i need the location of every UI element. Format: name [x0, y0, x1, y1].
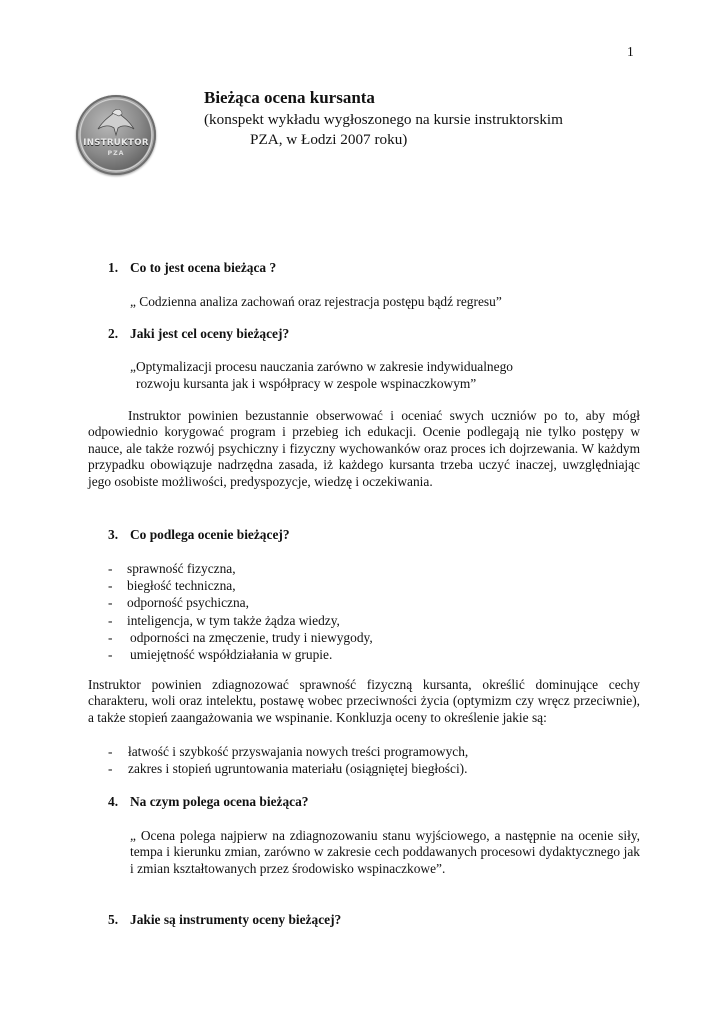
section-2-quote-line-1: „Optymalizacji procesu nauczania zarówno w zakresie indywidualnego: [130, 359, 513, 374]
section-2-heading: [108, 326, 289, 342]
section-title: Jaki jest cel oceny bieżącej?: [130, 326, 290, 341]
list-item: - sprawność fizyczna,: [108, 561, 236, 576]
list-item-text: odporności na zmęczenie, trudy i niewygody,: [130, 629, 373, 645]
section-number: 4.: [108, 794, 119, 809]
section-1-quote: „ Codzienna analiza zachowań oraz rejestracja postępu bądź regresu”: [130, 294, 502, 309]
page-title: Bieżąca ocena kursanta: [204, 88, 375, 107]
list-item: - łatwość i szybkość przyswajania nowych treści programowych,: [108, 744, 469, 759]
section-2-paragraph: [88, 408, 640, 490]
list-item-text: odporność psychiczna,: [127, 595, 249, 611]
section-5-heading: [108, 912, 341, 928]
conclusion-list: [108, 743, 468, 777]
list-item-text: sprawność fizyczna,: [127, 561, 236, 576]
instruktor-pza-badge: [76, 95, 156, 175]
list-item-text: zakres i stopień ugruntowania materiału (osiągniętej biegłości).: [128, 761, 468, 777]
list-item-text: umiejętność współdziałania w grupie.: [130, 647, 333, 663]
section-3-heading: [108, 527, 290, 543]
section-2-quote-line-2: rozwoju kursanta jak i współpracy w zespole wspinaczkowym”: [136, 376, 477, 391]
section-title: Co podlega ocenie bieżącej?: [130, 527, 290, 542]
list-item-text: inteligencja, w tym także żądza wiedzy,: [127, 612, 340, 628]
list-item: - odporności na zmęczenie, trudy i niewygody,: [108, 629, 373, 645]
section-number: 3.: [108, 527, 119, 542]
list-item: - odporność psychiczna,: [108, 595, 249, 611]
section-title: Co to jest ocena bieżąca ?: [130, 260, 277, 275]
badge-word: INSTRUKTOR: [83, 138, 149, 148]
subtitle-line-1: (konspekt wykładu wygłoszonego na kursie instruktorskim: [204, 111, 563, 128]
list-item: - umiejętność współdziałania w grupie.: [108, 647, 333, 663]
section-number: 5.: [108, 912, 119, 927]
section-number: 2.: [108, 326, 119, 341]
section-title: Na czym polega ocena bieżąca?: [130, 794, 309, 809]
section-4-quote: „ Ocena polega najpierw na zdiagnozowaniu stanu wyjściowego, a następnie na ocenie siły, tempa i kierunku zmian, zarówno w zakresie cech poddawanych procesowi dydaktycznego jak i zmian kształtowanych przez środowisko wspinaczkowe”.: [130, 828, 640, 876]
list-item: - biegłość techniczna,: [108, 578, 236, 594]
eagle-emblem-icon: [76, 95, 156, 175]
assessment-criteria-list: [108, 560, 373, 663]
page-subtitle: [204, 110, 563, 150]
section-1-heading: [108, 260, 276, 276]
list-item-text: biegłość techniczna,: [127, 578, 236, 594]
list-item-text: łatwość i szybkość przyswajania nowych treści programowych,: [128, 744, 469, 759]
section-3-paragraph: Instruktor powinien zdiagnozować sprawność fizyczną kursanta, określić dominujące cechy charakteru, woli oraz intelektu, postawę wobec przeciwności życia (optymizm czy wręcz przeciwnie), a także stopień zaangażowania we wspinanie. Konkluzja oceny to określenie jakie są:: [88, 677, 640, 725]
section-4-heading: [108, 794, 309, 810]
list-item: - inteligencja, w tym także żądza wiedzy,: [108, 612, 340, 628]
paragraph-text: Instruktor powinien bezustannie obserwować i oceniać swych uczniów po to, aby mógł odpowiednio korygować program i przebieg ich edukacji. Ocenie podlegają nie tylko postępy w nauce, ale także rozwój psychiczny i fizyczny wychowanków oraz proces ich dojrzewania. W każdym przypadku obowiązuje nadrzędna zasada, iż każdego kursanta trzeba uczyć inaczej, uwzględniając jego osobiste możliwości, predyspozycje, wiedzę i oczekiwania.: [88, 408, 640, 489]
section-number: 1.: [108, 260, 119, 275]
subtitle-line-2: PZA, w Łodzi 2007 roku): [250, 131, 408, 148]
list-item: - zakres i stopień ugruntowania materiału (osiągniętej biegłości).: [108, 761, 468, 777]
badge-sub: PZA: [107, 150, 125, 157]
section-title: Jakie są instrumenty oceny bieżącej?: [130, 912, 342, 927]
page-number: 1: [627, 44, 634, 59]
